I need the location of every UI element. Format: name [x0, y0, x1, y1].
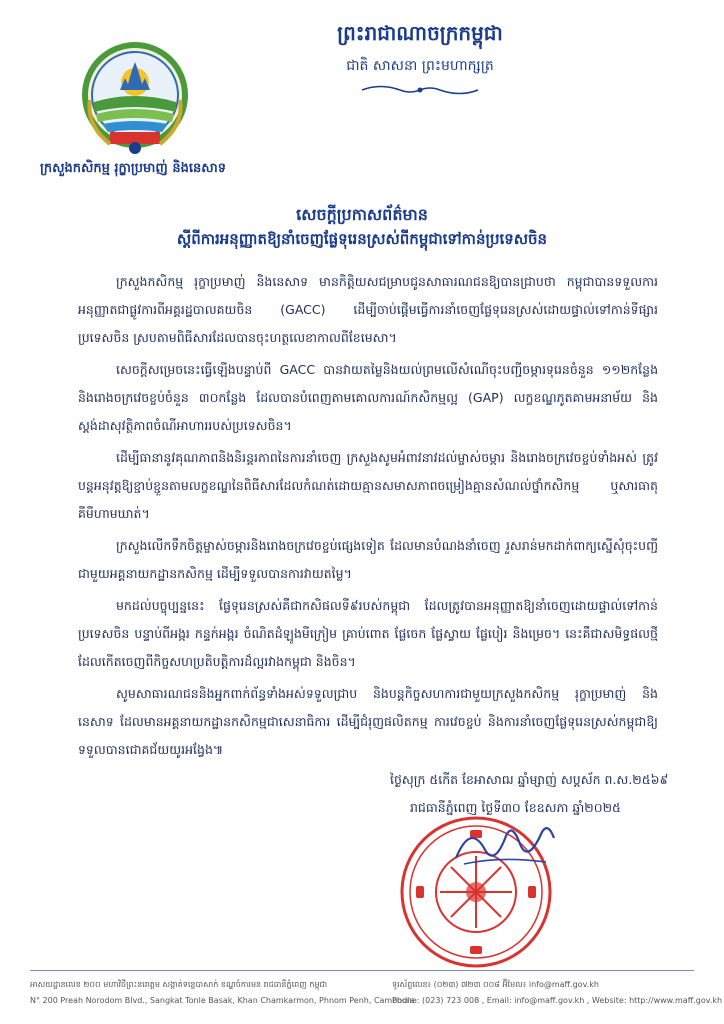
- date-lunar: ថ្ងៃសុក្រ ៥កើត ខែអាសាឍ ឆ្នាំម្សាញ់ សប្តស័ក ព.ស.២៥៦៩: [390, 772, 669, 787]
- document-body: [78, 268, 658, 768]
- body-paragraph: សេចក្តីសម្រេចនេះធ្វើឡើងបន្ទាប់ពី GACC បានវាយតម្លៃនិងយល់ព្រមលើសំណើចុះបញ្ជីចម្ការទុរេនចំនួន ១១២កន្លែង និងរោងចក្រវេចខ្ចប់ចំនួន ៣០កន្លែង ដែលបានបំពេញតាមគោលការណ៍កសិកម្មល្អ (GAP) លក្ខខណ្ឌភូតគាមអនាម័យ និងស្តង់ដាសុវត្ថិភាពចំណីអាហាររបស់ប្រទេសចិន។: [78, 362, 658, 433]
- document-subtitle: ស្តីពីការអនុញ្ញាតឱ្យនាំចេញផ្លែទុរេនស្រស់ពីកម្ពុជាទៅកាន់ប្រទេសចិន: [176, 230, 548, 248]
- ornament-divider-icon: [360, 83, 480, 97]
- footer-contact-km: ទូរស័ព្ទលេខ៖ (០២៣) ៧២៣ ០០៨ អ៊ីមែល៖ info@maff.gov.kh: [392, 980, 599, 989]
- footer-divider: [30, 970, 694, 971]
- ministry-emblem: [80, 40, 190, 156]
- document-title: សេចក្តីប្រកាសព័ត៌មាន: [296, 205, 428, 224]
- footer-contact-en: Phone: (023) 723 008 , Email: info@maff.gov.kh , Website: http://www.maff.gov.kh: [392, 996, 723, 1005]
- body-paragraph: សូមសាធារណជននិងអ្នកពាក់ព័ន្ធទាំងអស់ទទួលជ្រាប និងបន្តកិច្ចសហការជាមួយក្រសួងកសិកម្ម រុក្ខាប្រមាញ់ និងនេសាទ ដែលមានអគ្គនាយកដ្ឋានកសិកម្មជាសេនាធិការ ដើម្បីជំរុញផលិតកម្ម ការវេចខ្ចប់ និងការនាំចេញផ្លែទុរេនស្រស់កម្ពុជាឱ្យទទួលបានជោគជ័យយូរអង្វែង៕: [78, 686, 658, 757]
- kingdom-title: ព្រះរាជាណាចក្រកម្ពុជា: [337, 21, 503, 45]
- footer-address-en: N° 200 Preah Norodom Blvd., Sangkat Tonle Basak, Khan Chamkarmon, Phnom Penh, Cambodia: [30, 996, 415, 1005]
- kingdom-header: [290, 20, 550, 97]
- signature-icon: [450, 818, 560, 882]
- body-paragraph: ក្រសួងលើកទឹកចិត្តម្ចាស់ចម្ការនិងរោងចក្រវេចខ្ចប់ផ្សេងទៀត ដែលមានបំណងនាំចេញ រួសរាន់មកដាក់ពាក្យស្នើសុំចុះបញ្ជីជាមួយអគ្គនាយកដ្ឋានកសិកម្ម ដើម្បីទទួលបានការវាយតម្លៃ។: [78, 538, 658, 581]
- emblem-icon: [80, 40, 190, 156]
- ministry-name: ក្រសួងកសិកម្ម រុក្ខាប្រមាញ់ និងនេសាទ: [40, 161, 226, 176]
- body-paragraph: មកដល់បច្ចុប្បន្ននេះ ផ្លែទុរេនស្រស់គឺជាកសិផលទី៩របស់កម្ពុជា ដែលត្រូវបានអនុញ្ញាតឱ្យនាំចេញដោយផ្ទាល់ទៅកាន់ប្រទេសចិន បន្ទាប់ពីអង្ករ កន្ទក់អង្ករ ចំណិតដំឡូងមីក្រៀម គ្រាប់ពោត ផ្លែចេក ផ្លែស្វាយ ផ្លែបៀរ និងម្រេច។ នេះគឺជាសមិទ្ធផលថ្មីដែលកើតចេញពីកិច្ចសហប្រតិបត្តិការដ៏ល្អរវាងកម្ពុជា និងចិន។: [78, 598, 658, 669]
- footer-contact: [392, 977, 723, 1009]
- footer-address: [30, 977, 415, 1009]
- body-paragraph: ក្រសួងកសិកម្ម រុក្ខាប្រមាញ់ និងនេសាទ មានកិត្តិយសជម្រាបជូនសាធារណជនឱ្យបានជ្រាបថា កម្ពុជាបានទទួលការអនុញ្ញាតជាផ្លូវការពីអគ្គរដ្ឋបាលគយចិន (GACC) ដើម្បីចាប់ផ្តើមធ្វើការនាំចេញផ្លែទុរេនស្រស់ដោយផ្ទាល់ទៅកាន់ទីផ្សារប្រទេសចិន ស្របតាមពិធីសារដែលបានចុះហត្ថលេខាកាលពីខែមេសា។: [78, 274, 658, 345]
- kingdom-motto: ជាតិ សាសនា ព្រះមហាក្សត្រ: [346, 58, 494, 74]
- body-paragraph: ដើម្បីធានានូវគុណភាពនិងនិរន្តរភាពនៃការនាំចេញ ក្រសួងសូមអំពាវនាវដល់ម្ចាស់ចម្ការ និងរោងចក្រវេចខ្ចប់ទាំងអស់ ត្រូវបន្តអនុវត្តឱ្យខ្ជាប់ខ្ជួនតាមលក្ខខណ្ឌនៃពិធីសារដែលកំណត់ដោយគ្មានសមាសភាពចម្រៀងគ្មានសំណល់ថ្នាំកសិកម្ម ឬសារធាតុគីមីហាមឃាត់។: [78, 450, 658, 521]
- footer-address-km: អាសយដ្ឋានលេខ ២០០ មហាវិថីព្រះនរោត្តម សង្កាត់ទន្លេបាសាក់ ខណ្ឌចំការមន រាជធានីភ្នំពេញ កម្ពុជា: [30, 980, 328, 989]
- date-solar: រាជធានីភ្នំពេញ ថ្ងៃទី៣០ ខែឧសភា ឆ្នាំ២០២៥: [410, 800, 621, 815]
